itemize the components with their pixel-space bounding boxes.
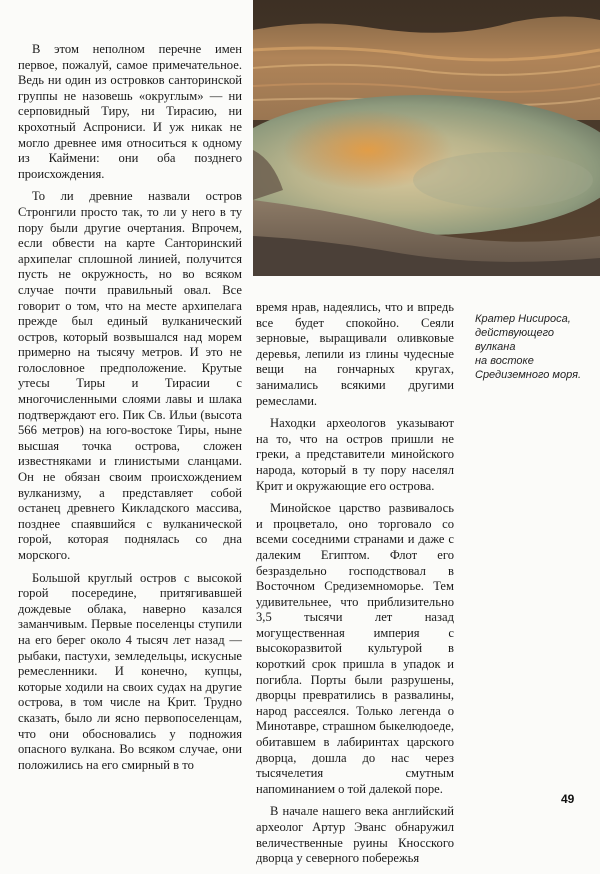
crater-photo-image [253, 0, 600, 276]
paragraph: Находки археологов указывают на то, что на остров пришли не греки, а представители минойского народа, который в ту пору населял Крит и окружающие его острова. [256, 416, 454, 493]
paragraph: В начале нашего века английский археолог Артур Эванс обнаружил величественные руины Кносского дворца у северного побережья [256, 804, 454, 866]
caption-line: вулкана [475, 341, 516, 353]
photo-caption [475, 312, 593, 382]
text-column-left [18, 42, 242, 780]
text-column-right [256, 300, 454, 874]
paragraph: Большой круглый остров с высокой горой посередине, притягивавшей дождевые облака, наверно казался заманчивым. Первые поселенцы ступили на его берег около 4 тысяч лет назад — рыбаки, пастухи, земледельцы, искусные ремесленники. И конечно, купцы, которые ходили на своих судах на другие острова, в том числе на Крит. Трудно сказать, было ли ясно первопоселенцам, что они обосновались у подножия опасного вулкана. Во всяком случае, они положились на его смирный в то [18, 570, 242, 772]
crater-photo [253, 0, 600, 276]
paragraph: В этом неполном перечне имен первое, пожалуй, самое примечательное. Ведь ни один из островков санторинской группы не назовешь «округлым» — ни серповидный Тиру, ни Тирасию, ни крохотный Аспрониси. И уж никак не могло древнее имя относиться к одному из Каймени: они оба позднего происхождения. [18, 42, 242, 181]
paragraph: Минойское царство развивалось и процветало, оно торговало со всеми соседними странами и даже с далеким Египтом. Флот его безраздельно господствовал в Восточном Средиземноморье. Тем удивительнее, что приблизительно 3,5 тысячи лет назад могущественная империя с высокоразвитой культурой в короткий срок пришла в упадок и погибла. Порты были разрушены, дворцы превратились в развалины, народ рассеялся. Только легенда о Минотавре, страшном быкелюдоеде, обитавшем в лабиринтах царского дворца, дошла до нас через тысячелетия смутным напоминанием о той далекой поре. [256, 501, 454, 796]
caption-line: действующего [475, 327, 555, 339]
paragraph: То ли древние назвали остров Стронгили просто так, то ли у него в ту пору были другие очертания. Впрочем, если обвести на карте Санторинский архипелаг сплошной линией, получится пусть не окружность, но во всяком случае почти правильный овал. Все говорит о том, что на месте архипелага прежде был единый вулканический остров, который возвышался над морем примерно на тысячу метров. И это не голословное предположение. Крутые утесы Тиры и Тирасии с многочисленными слоями лавы и шлака подтверждают его. Пик Св. Ильи (высота 566 метров) на юго-востоке Тиры, ныне высшая точка острова, сложен известняками и глинистыми сланцами. Он не обязан своим происхождением вулканизму, а представляет собой останец древнего Кикладского массива, позднее спаявшийся с вулканической горой, которая поднялась со дна морского. [18, 189, 242, 562]
caption-line: Кратер Нисироса, [475, 313, 571, 325]
page-number: 49 [561, 792, 575, 806]
caption-line: на востоке [475, 355, 534, 367]
paragraph: время нрав, надеялись, что и впредь все будет спокойно. Сеяли зерновые, выращивали оливковые деревья, лепили из глины чудесные вещи на гончарных кругах, занимались всякими другими ремеслами. [256, 300, 454, 408]
caption-line: Средиземного моря. [475, 369, 582, 381]
